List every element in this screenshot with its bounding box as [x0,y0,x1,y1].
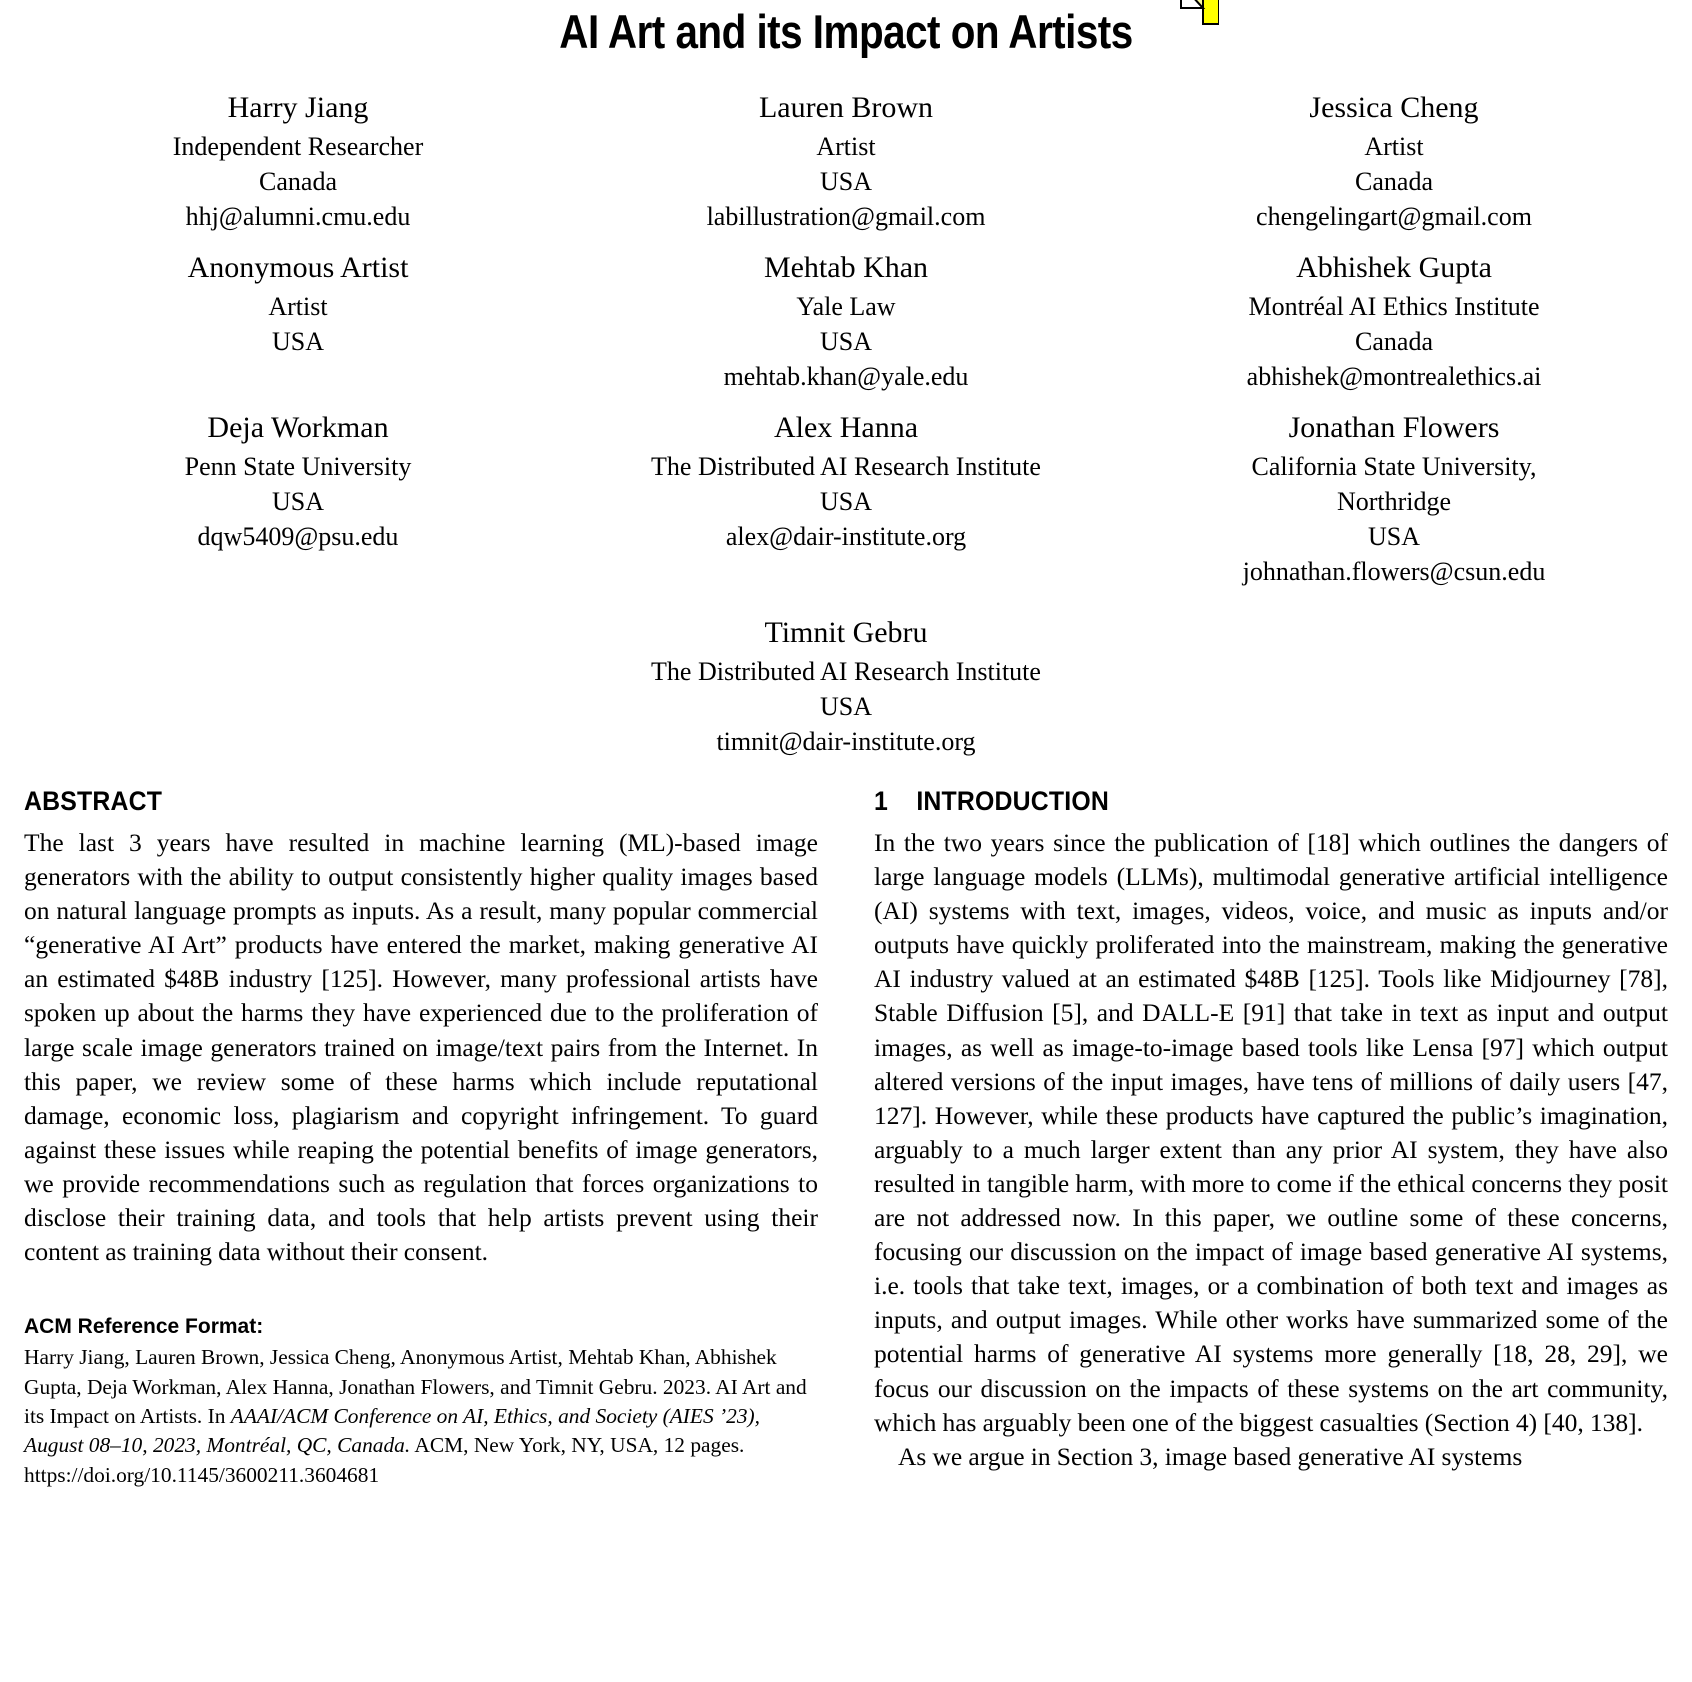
author-name: Jonathan Flowers [1288,411,1500,444]
author-card [24,248,572,394]
author-name: Alex Hanna [773,411,919,444]
author-card [1120,88,1668,234]
author-card [1120,408,1668,589]
author-block [24,88,1668,759]
author-name: Lauren Brown [758,91,934,124]
acm-reference-authors: Harry Jiang, Lauren Brown, Jessica Cheng, Anonymous Artist, Mehtab Khan, Abhishek Gupta, Deja Workman, Alex Hanna, Jonathan Flowers, and Timnit Gebru. 2023. AI Art and its Impact on Artists. In [24,1345,807,1429]
page-title: AI Art and its Impact on Artists [559,5,1133,58]
introduction-heading [874,785,1604,817]
author-country: USA [271,487,324,516]
author-name: Timnit Gebru [764,616,928,649]
left-column [24,785,818,1490]
author-row [24,408,1668,589]
author-card [24,88,572,234]
author-affiliation: Artist [268,292,328,321]
author-card [1120,248,1668,394]
author-country: USA [271,327,324,356]
author-name: Jessica Cheng [1309,91,1479,124]
author-card [24,613,1668,759]
author-affiliation: The Distributed AI Research Institute [651,657,1041,686]
author-country: USA [819,692,872,721]
abstract-heading: ABSTRACT [24,786,163,816]
author-country: Canada [259,167,337,196]
acm-reference-venue: AAAI/ACM Conference on AI, Ethics, and Society (AIES ’23), August 08–10, 2023, Montréal, QC, Canada. [24,1404,761,1458]
introduction-paragraph-2: As we argue in Section 3, image based generative AI systems [898,1441,1523,1471]
author-country: Canada [1355,167,1433,196]
author-affiliation: Artist [1364,132,1424,161]
acm-reference-heading: ACM Reference Format: [24,1315,264,1339]
author-affiliation: Yale Law [796,292,896,321]
title-row [24,0,1668,62]
acm-reference-text [24,1343,818,1490]
author-country: USA [819,167,872,196]
author-name: Harry Jiang [227,91,369,124]
acm-reference-tail: ACM, New York, NY, USA, 12 pages. https://doi.org/10.1145/3600211.3604681 [24,1433,745,1487]
author-email[interactable]: alex@dair-institute.org [725,522,967,551]
author-affiliation: The Distributed AI Research Institute [651,452,1041,481]
author-name: Deja Workman [207,411,389,444]
author-name: Mehtab Khan [763,251,929,284]
author-affiliation-cont: Northridge [1336,487,1452,516]
author-name: Abhishek Gupta [1296,251,1492,284]
acm-reference-block [24,1313,818,1490]
introduction-paragraph-1: In the two years since the publication of [18] which outlines the dangers of large language models (LLMs), multimodal generative artificial intelligence (AI) systems with text, images, videos, voice, and music as inputs and/or outputs have quickly proliferated into the mainstream, making the generative AI industry valued at an estimated $48B [125]. Tools like Midjourney [78], Stable Diffusion [5], and DALL-E [91] that take in text as input and output images, as well as image-to-image based tools like Lensa [97] which output altered versions of the input images, have tens of millions of daily users [47, 127]. However, while these products have captured the public’s imagination, arguably to a much larger extent than any prior AI system, they have also resulted in tangible harm, with more to come if the ethical concerns they posit are not addressed now. In this paper, we outline some of these concerns, focusing our discussion on the impact of image based generative AI systems, i.e. tools that take text, images, or a combination of both text and images as inputs, and output images. While other works have summarized some of the potential harms of generative AI systems more generally [18, 28, 29], we focus our discussion on the impacts of these systems on the art community, which has arguably been one of the biggest casualties (Section 4) [40, 138]. [874,828,1668,1437]
author-row [24,248,1668,394]
section-title: INTRODUCTION [916,786,1109,816]
author-email[interactable]: labillustration@gmail.com [706,202,986,231]
author-affiliation: Independent Researcher [172,132,424,161]
author-name: Anonymous Artist [187,251,409,284]
author-country: USA [819,487,872,516]
author-card [572,408,1120,589]
author-email[interactable]: chengelingart@gmail.com [1256,202,1532,231]
author-email[interactable]: abhishek@montrealethics.ai [1246,362,1542,391]
author-card [572,248,1120,394]
abstract-text: The last 3 years have resulted in machine learning (ML)-based image generators with the ability to output consistently higher quality images based on natural language prompts as inputs. As a result, many popular commercial “generative AI Art” products have entered the market, making generative AI an estimated $48B industry [125]. However, many professional artists have spoken up about the harms they have experienced due to the proliferation of large scale image generators trained on image/text pairs from the Internet. In this paper, we review some of these harms which include reputational damage, economic loss, plagiarism and copyright infringement. To guard against these issues while reaping the potential benefits of image generators, we provide recommendations such as regulation that forces organizations to disclose their training data, and tools that help artists prevent using their content as training data without their consent. [24,828,818,1267]
author-row [24,88,1668,234]
author-affiliation: Artist [816,132,876,161]
author-email[interactable]: johnathan.flowers@csun.edu [1242,557,1546,586]
sticky-note-icon[interactable] [1165,0,1219,34]
section-number: 1 [874,786,889,816]
author-email[interactable]: mehtab.khan@yale.edu [723,362,969,391]
author-affiliation: California State University, [1251,452,1537,481]
author-card [572,88,1120,234]
author-email[interactable]: hhj@alumni.cmu.edu [185,202,411,231]
author-row [24,613,1668,759]
right-column [874,785,1668,1490]
author-card [24,408,572,589]
body-columns [24,785,1668,1490]
author-email[interactable]: dqw5409@psu.edu [197,522,399,551]
author-country: Canada [1355,327,1433,356]
author-affiliation: Montréal AI Ethics Institute [1248,292,1540,321]
author-country: USA [1367,522,1420,551]
author-email[interactable]: timnit@dair-institute.org [716,727,976,756]
author-country: USA [819,327,872,356]
author-affiliation: Penn State University [184,452,412,481]
